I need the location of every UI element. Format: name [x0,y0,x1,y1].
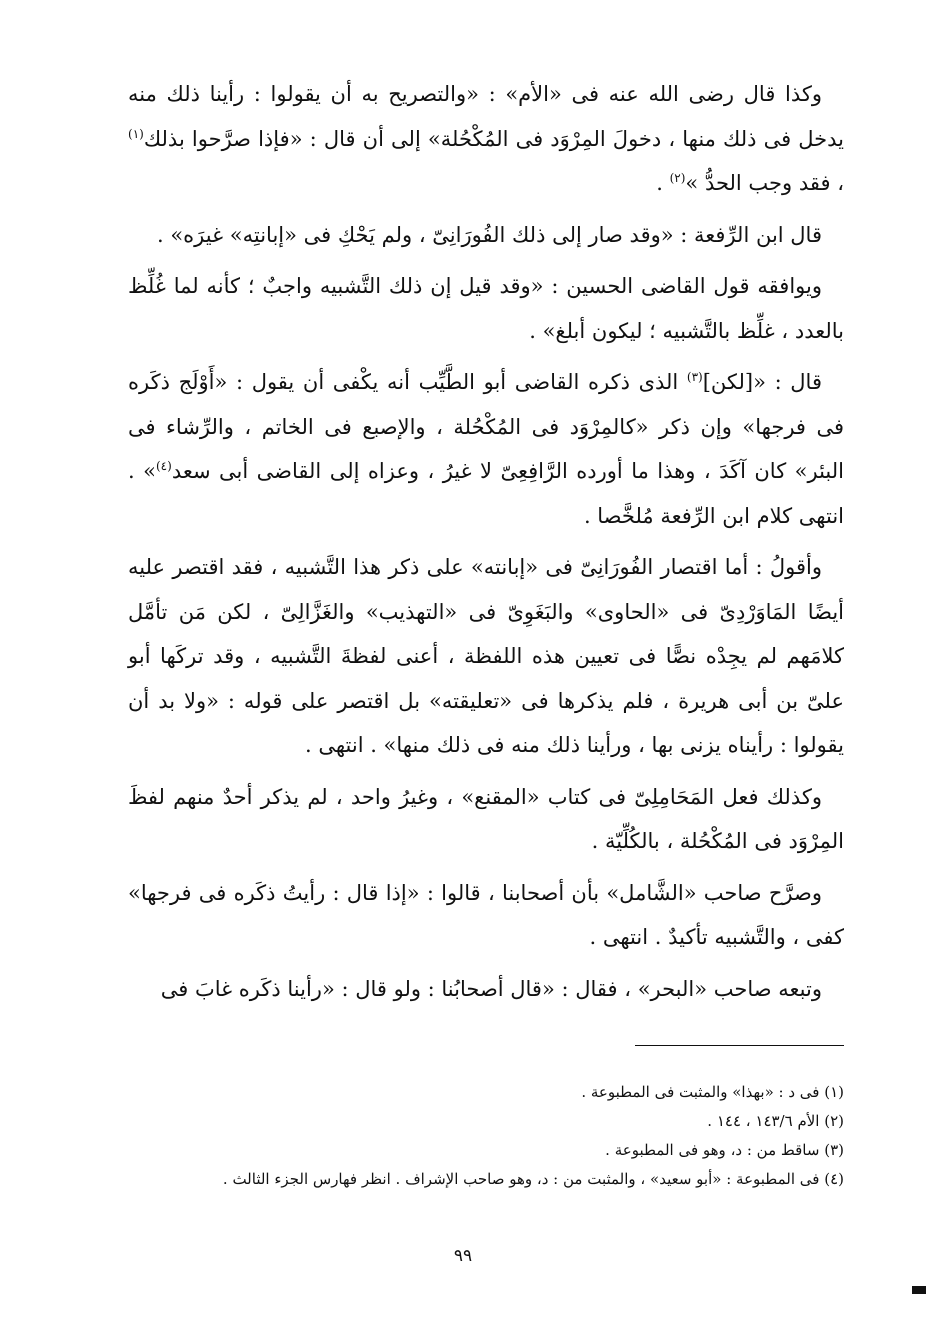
footnote-ref-1[interactable]: (١) [128,126,144,141]
footnote-1: (١) فى د : «بهذا» والمثبت فى المطبوعة . [581,1083,844,1101]
footnote-3: (٣) ساقط من : د، وهو فى المطبوعة . [605,1141,844,1159]
footnote-4: (٤) فى المطبوعة : «أبو سعيد» ، والمثبت من : د، وهو صاحب الإشراف . انظر فهارس الجزء الثالث . [222,1170,844,1188]
paragraph-4 [128,360,844,538]
paragraph-5 [128,545,844,768]
scan-edge-mark [912,1286,926,1294]
paragraph-text: الذى ذكره القاضى أبو الطَّيِّب أنه يكْفى أن يقول : «أَوْلَج ذكَره فى فرجها» وإن ذكر «كالمِرْوَد فى المُكْحُلة ، والإصبع فى الخاتم ، والرِّشاء فى البئر» كان آكَدَ ، وهذا ما أورده الرَّافِعِىّ لا غيرُ ، وعزاه إلى القاضى أبى سعد [128,370,844,483]
paragraph-6 [128,775,844,864]
footnote-ref-4[interactable]: (٤) [155,459,172,473]
paragraph-3 [128,264,844,353]
paragraph-text: » . انتهى كلام ابن الرِّفعة مُلخَّصا . [128,459,844,528]
paragraph-7 [128,871,844,960]
footnotes [120,1078,844,1194]
main-text [128,72,844,1018]
footnote-2: (٢) الأم ١٤٣/٦ ، ١٤٤ . [707,1112,844,1130]
paragraph-text: وصرَّح صاحب «الشَّامل» بأن أصحابنا ، قالوا : «إذا قال : رأيتُ ذكَره فى فرجها» كفى ، والتَّشبيه تأكيدٌ . انتهى . [128,880,844,949]
page-number: ٩٩ [453,1246,473,1266]
paragraph-text: قال ابن الرِّفعة : «وقد صار إلى ذلك الفُورَانِىّ ، ولم يَحْكِ فى «إبانتِه» غيرَه» . [156,222,822,247]
footnote-separator [635,1045,844,1046]
paragraph-text: ، فقد وجب الحدُّ » [685,171,844,195]
paragraph-8 [128,967,844,1012]
paragraph-text: وتبعه صاحب «البحر» ، فقال : «قال أصحابُنا : ولو قال : «رأينا ذكَره غابَ فى [160,976,822,1001]
paragraph-text: وكذلك فعل المَحَامِلِىّ فى كتاب «المقنع» ، وغيرُ واحد ، لم يذكر أحدٌ منهم لفظَ المِرْوَد فى المُكْحُلة ، بالكُلِّيّة . [128,784,844,853]
footnote-ref-3[interactable]: (٣) [686,370,703,384]
paragraph-2 [128,213,844,258]
paragraph-text: وكذا قال رضى الله عنه فى «الأم» : «والتصريح به أن يقولوا : رأينا ذلك منه يدخل فى ذلك منها ، دخولَ المِرْوَد فى المُكْحُلة» إلى أن قال : «فإذا صرَّحوا بذلك [128,82,844,151]
paragraph-text: قال : «[لكن] [702,370,822,394]
paragraph-text: ويوافقه قول القاضى الحسين : «وقد قيل إن ذلك التَّشبيه واجبٌ ؛ كأنه لما غُلِّظ بالعدد ، غلِّظ بالتَّشبيه ؛ ليكون أبلغ» . [128,274,844,343]
paragraph-text: وأقولُ : أما اقتصار الفُورَانِىّ فى «إبانته» على ذكر هذا التَّشبيه ، فقد اقتصر عليه أيضًا المَاوَرْدِىّ فى «الحاوى» والبَغَوِىّ فى «التهذيب» والغَزَّالِىّ ، لكن مَن تأمَّل كلامَهم لم يجِدْه نصًّا فى تعيين هذه اللفظة ، أعنى لفظةَ التَّشبيه ، وقد تركَها أبو علىّ بن أبى هريرة ، فلم يذكرها فى «تعليقته» بل اقتصر على قوله : «ولا بد أن يقولوا : رأيناه يزنى بها ، ورأينا ذلك منه فى ذلك منها» . انتهى . [128,555,844,757]
footnote-ref-2[interactable]: (٢) [669,171,686,185]
paragraph-text: . [656,171,670,195]
paragraph-1 [128,72,844,206]
